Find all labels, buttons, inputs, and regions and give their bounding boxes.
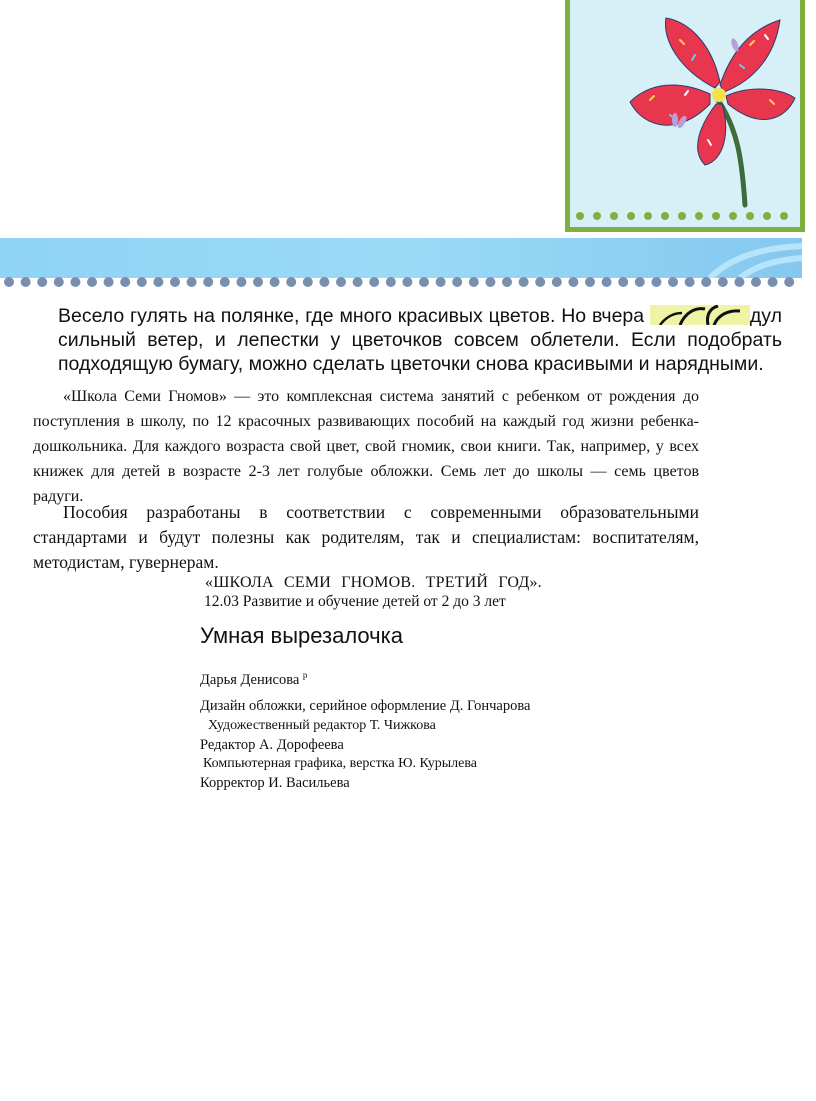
border-dot — [369, 277, 379, 287]
border-dot — [784, 277, 794, 287]
border-dot — [469, 277, 479, 287]
border-dot — [386, 277, 396, 287]
intro-text-part2: дул сильный ветер, и лепестки у цветочков совсем облетели. Если подобрать подходящую бумагу, можно сделать цветочки снова красивыми и нарядными. — [58, 305, 782, 375]
border-dot — [54, 277, 64, 287]
border-dot — [452, 277, 462, 287]
border-dot — [602, 277, 612, 287]
card-dot-border — [570, 208, 800, 228]
border-dot — [734, 277, 744, 287]
intro-text-part1: Весело гулять на полянке, где много красивых цветов. Но вчера — [58, 305, 650, 327]
border-dot — [519, 277, 529, 287]
border-dot — [87, 277, 97, 287]
border-dot — [751, 277, 761, 287]
flower-icon — [570, 0, 800, 227]
border-dot — [286, 277, 296, 287]
credit-art-editor: Художественный редактор Т. Чижкова — [208, 718, 436, 733]
border-dot — [585, 277, 595, 287]
border-dot — [552, 277, 562, 287]
border-dot — [153, 277, 163, 287]
border-dot — [419, 277, 429, 287]
border-dot — [137, 277, 147, 287]
border-dot — [618, 277, 628, 287]
book-title: Умная вырезалочка — [200, 623, 403, 648]
border-dot — [203, 277, 213, 287]
border-dot — [220, 277, 230, 287]
flower-illustration-card — [565, 0, 805, 232]
series-title: «ШКОЛА СЕМИ ГНОМОВ. ТРЕТИЙ ГОД». — [205, 574, 542, 591]
border-dot — [485, 277, 495, 287]
border-dot — [768, 277, 778, 287]
border-dot — [353, 277, 363, 287]
border-dot — [303, 277, 313, 287]
border-dot — [685, 277, 695, 287]
credit-corrector: Корректор И. Васильева — [200, 775, 350, 791]
author-line — [200, 666, 307, 689]
border-dot — [319, 277, 329, 287]
manuals-description: Пособия разработаны в соответствии с современными образовательными стандартами и будут полезны как родителям, так и специалистам: воспитателям, методистам, гувернерам. — [33, 502, 699, 572]
credit-design: Дизайн обложки, серийное оформление Д. Гончарова — [200, 698, 531, 714]
intro-paragraph — [58, 304, 782, 376]
border-dot — [21, 277, 31, 287]
border-dot — [535, 277, 545, 287]
border-dot — [568, 277, 578, 287]
grass-icon — [650, 305, 750, 325]
border-dot — [70, 277, 80, 287]
border-dot — [37, 277, 47, 287]
border-dot — [170, 277, 180, 287]
border-dot — [336, 277, 346, 287]
credit-editor: Редактор А. Дорофеева — [200, 737, 344, 753]
border-dot — [668, 277, 678, 287]
dot-border — [0, 272, 802, 292]
border-dot — [253, 277, 263, 287]
credit-graphics: Компьютерная графика, верстка Ю. Курылева — [203, 756, 477, 771]
author-name: Дарья Денисова — [200, 671, 300, 688]
border-dot — [120, 277, 130, 287]
border-dot — [4, 277, 14, 287]
border-dot — [635, 277, 645, 287]
border-dot — [701, 277, 711, 287]
border-dot — [718, 277, 728, 287]
border-dot — [187, 277, 197, 287]
border-dot — [436, 277, 446, 287]
border-dot — [402, 277, 412, 287]
school-description: «Школа Семи Гномов» — это комплексная система занятий с ребенком от рождения до поступления в школу, по 12 красочных развивающих пособий на каждый год жизни ребенка-дошкольника. Для каждого возраста свой цвет, свой гномик, свои книги. Так, например, у всех книжек для детей в возрасте 2-3 лет голубые обложки. Семь лет до школы — семь цветов радуги. — [33, 388, 699, 505]
border-dot — [502, 277, 512, 287]
border-dot — [104, 277, 114, 287]
author-mark: р — [302, 670, 308, 680]
border-dot — [270, 277, 280, 287]
border-dot — [651, 277, 661, 287]
border-dot — [236, 277, 246, 287]
series-code: 12.03 Развитие и обучение детей от 2 до 3 лет — [204, 593, 506, 610]
